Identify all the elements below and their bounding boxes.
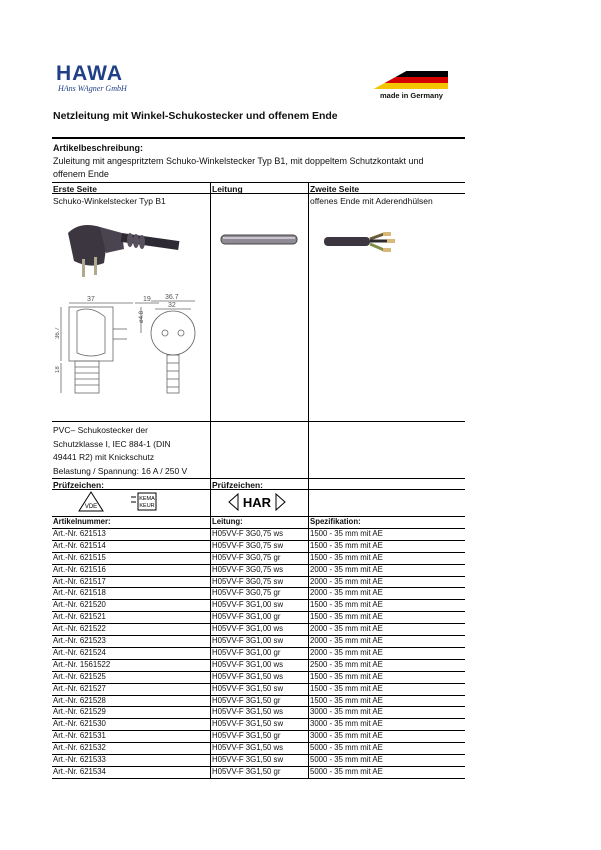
table-cell: 5000 - 35 mm mit AE (310, 743, 383, 752)
table-cell: H05VV-F 3G1,00 gr (212, 648, 281, 657)
dim-label: 19 (143, 296, 151, 303)
dim-label: 32 (168, 302, 176, 309)
table-cell: H05VV-F 3G1,00 sw (212, 636, 284, 645)
table-cell: Art.-Nr. 621517 (53, 577, 106, 586)
table-cell: 3000 - 35 mm mit AE (310, 719, 383, 728)
table-cell: 2500 - 35 mm mit AE (310, 660, 383, 669)
table-cell: H05VV-F 3G0,75 sw (212, 577, 284, 586)
cable-image (220, 234, 298, 246)
table-cell: Art.-Nr. 621525 (53, 672, 106, 681)
table-cell: H05VV-F 3G1,50 sw (212, 684, 284, 693)
table-cell: Art.-Nr. 621521 (53, 612, 106, 621)
vde-label: VDE (84, 504, 98, 510)
column-header-side1: Erste Seite (53, 184, 97, 194)
keur-label: KEUR (139, 503, 155, 509)
kema-label: KEMA (139, 496, 155, 502)
table-cell: Art.-Nr. 621516 (53, 565, 106, 574)
table-cell: 2000 - 35 mm mit AE (310, 577, 383, 586)
description-line-2: offenem Ende (53, 169, 109, 179)
table-cell: 1500 - 35 mm mit AE (310, 541, 383, 550)
table-cell: H05VV-F 3G0,75 ws (212, 565, 284, 574)
table-cell: Art.-Nr. 621513 (53, 529, 106, 538)
table-cell: 5000 - 35 mm mit AE (310, 767, 383, 776)
table-cell: 5000 - 35 mm mit AE (310, 755, 383, 764)
column-divider (210, 182, 211, 516)
approval-label-2: Prüfzeichen: (212, 480, 264, 490)
table-cell: Art.-Nr. 621528 (53, 696, 106, 705)
divider (52, 421, 465, 422)
table-cell: H05VV-F 3G1,50 ws (212, 707, 284, 716)
table-cell: 1500 - 35 mm mit AE (310, 553, 383, 562)
table-cell: H05VV-F 3G1,50 gr (212, 696, 281, 705)
table-cell: H05VV-F 3G1,50 ws (212, 672, 284, 681)
table-cell: H05VV-F 3G1,50 gr (212, 731, 281, 740)
dim-label: 18 (55, 366, 61, 373)
table-cell: 3000 - 35 mm mit AE (310, 707, 383, 716)
title-rule (52, 137, 465, 139)
brand-name: HAWA (56, 62, 123, 85)
table-header-cell: Leitung: (212, 517, 243, 526)
table-cell: Art.-Nr. 621529 (53, 707, 106, 716)
plug-spec-line: 49441 R2) mit Knickschutz (53, 452, 155, 462)
page-title: Netzleitung mit Winkel-Schukostecker und offenem Ende (53, 110, 338, 122)
har-label: HAR (242, 495, 272, 510)
brand-subtitle: HAns WAgner GmbH (58, 84, 127, 93)
table-cell: H05VV-F 3G1,00 sw (212, 600, 284, 609)
column-header-cable: Leitung (212, 184, 243, 194)
description-line-1: Zuleitung mit angespritztem Schuko-Winkelstecker Typ B1, mit doppeltem Schutzkontakt und (53, 156, 424, 166)
angled-plug-image (60, 213, 182, 285)
table-cell: H05VV-F 3G0,75 gr (212, 588, 281, 597)
table-cell: H05VV-F 3G1,50 ws (212, 743, 284, 752)
dim-label: 36.7 (165, 294, 179, 301)
table-cell: Art.-Nr. 621530 (53, 719, 106, 728)
column-divider (308, 182, 309, 516)
table-cell: 1500 - 35 mm mit AE (310, 600, 383, 609)
table-cell: H05VV-F 3G1,50 sw (212, 719, 284, 728)
table-cell: 1500 - 35 mm mit AE (310, 684, 383, 693)
side2-text: offenes Ende mit Aderendhülsen (310, 196, 433, 206)
table-cell: H05VV-F 3G1,00 gr (212, 612, 281, 621)
table-cell: H05VV-F 3G1,50 sw (212, 755, 284, 764)
plug-technical-drawing (55, 293, 205, 408)
table-cell: 1500 - 35 mm mit AE (310, 672, 383, 681)
column-header-side2: Zweite Seite (310, 184, 360, 194)
divider (52, 193, 465, 194)
hawa-logo (56, 64, 127, 93)
plug-spec-line: Schutzklasse I, IEC 884-1 (DIN (53, 438, 171, 449)
table-cell: H05VV-F 3G0,75 gr (212, 553, 281, 562)
table-cell: Art.-Nr. 621518 (53, 588, 106, 597)
table-header-cell: Spezifikation: (310, 517, 361, 526)
plug-spec-line: PVC– Schukostecker der (53, 425, 148, 435)
table-cell: Art.-Nr. 621522 (53, 624, 106, 633)
table-cell: H05VV-F 3G1,50 gr (212, 767, 281, 776)
table-cell: Art.-Nr. 621527 (53, 684, 106, 693)
table-cell: H05VV-F 3G1,00 ws (212, 624, 284, 633)
table-cell: 1500 - 35 mm mit AE (310, 696, 383, 705)
divider (52, 182, 465, 183)
table-cell: Art.-Nr. 621524 (53, 648, 106, 657)
table-cell: 1500 - 35 mm mit AE (310, 529, 383, 538)
table-cell: 2000 - 35 mm mit AE (310, 624, 383, 633)
side1-text: Schuko-Winkelstecker Typ B1 (53, 196, 166, 206)
table-cell: Art.-Nr. 621514 (53, 541, 106, 550)
table-cell: Art.-Nr. 621515 (53, 553, 106, 562)
table-cell: H05VV-F 3G0,75 sw (212, 541, 284, 550)
table-header-cell: Artikelnummer: (53, 517, 111, 526)
kema-keur-mark-icon (130, 492, 160, 512)
plug-spec (53, 424, 187, 478)
description-label: Artikelbeschreibung: (53, 143, 144, 153)
table-cell: H05VV-F 3G0,75 ws (212, 529, 284, 538)
made-in-germany-label: made in Germany (380, 91, 443, 100)
table-cell: 2000 - 35 mm mit AE (310, 648, 383, 657)
dim-label: ø4.8 (139, 310, 145, 323)
vde-mark-icon (78, 491, 104, 513)
table-cell: Art.-Nr. 621523 (53, 636, 106, 645)
table-cell: 2000 - 35 mm mit AE (310, 636, 383, 645)
column-divider (210, 516, 211, 778)
table-cell: 1500 - 35 mm mit AE (310, 612, 383, 621)
dim-label: 36.7 (55, 327, 61, 339)
open-end-image (322, 228, 402, 256)
table-cell: Art.-Nr. 621532 (53, 743, 106, 752)
table-rule (52, 778, 465, 779)
german-flag-icon (370, 69, 450, 91)
table-cell: 3000 - 35 mm mit AE (310, 731, 383, 740)
table-cell: Art.-Nr. 621534 (53, 767, 106, 776)
divider (52, 478, 465, 479)
table-cell: H05VV-F 3G1,00 ws (212, 660, 284, 669)
dim-label: 37 (87, 296, 95, 303)
har-mark-icon (228, 493, 286, 511)
table-cell: 2000 - 35 mm mit AE (310, 588, 383, 597)
approval-label-1: Prüfzeichen: (53, 480, 105, 490)
plug-spec-line: Belastung / Spannung: 16 A / 250 V (53, 465, 188, 476)
column-divider (308, 516, 309, 778)
divider (52, 516, 465, 517)
table-cell: Art.-Nr. 621520 (53, 600, 106, 609)
table-cell: Art.-Nr. 621533 (53, 755, 106, 764)
table-cell: 2000 - 35 mm mit AE (310, 565, 383, 574)
table-cell: Art.-Nr. 621531 (53, 731, 106, 740)
table-cell: Art.-Nr. 1561522 (53, 660, 111, 669)
